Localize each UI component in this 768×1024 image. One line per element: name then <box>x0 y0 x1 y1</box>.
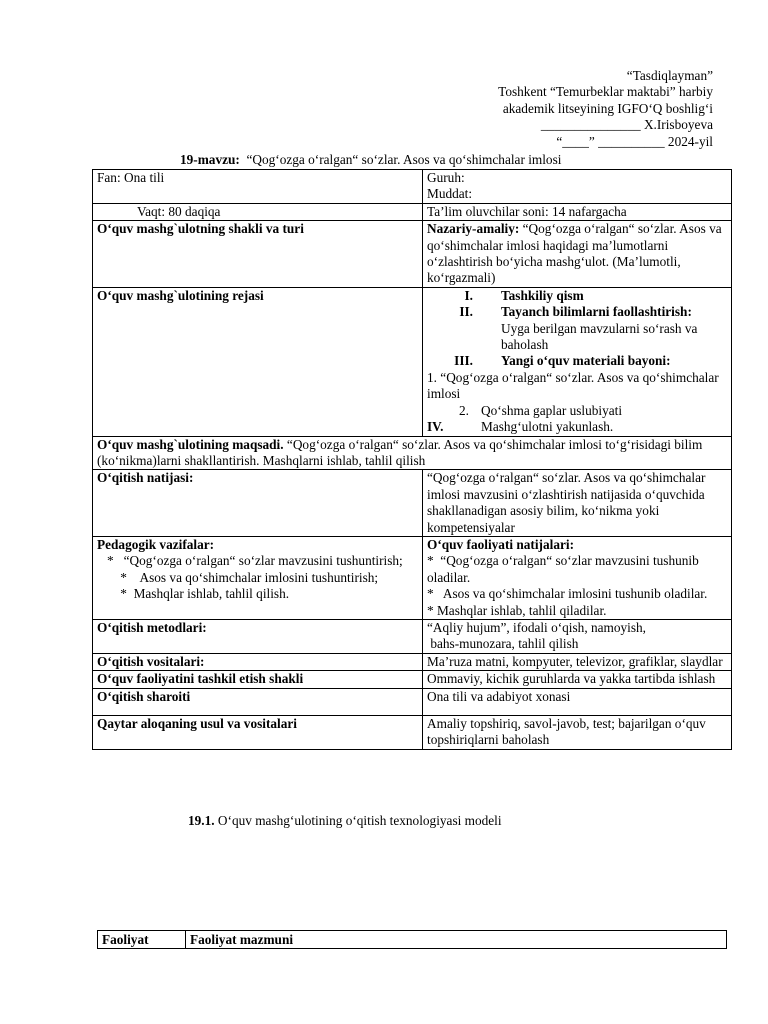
plan-item <box>427 353 727 369</box>
organization-label: O‘quv faoliyatini tashkil etish shakli <box>97 671 304 687</box>
task-item: * Mashqlar ishlab, tahlil qilish. <box>97 586 290 602</box>
methods-label: O‘qitish metodlari: <box>97 619 207 635</box>
table-row <box>93 688 732 715</box>
plan-subitem-2 <box>427 403 727 419</box>
goal-label: O‘quv mashg`ulotining maqsadi. <box>97 436 284 452</box>
tasks-cell <box>93 536 423 619</box>
result-label: O‘qitish natijasi: <box>97 470 194 486</box>
plan-item-number: I. <box>464 287 473 303</box>
model-number: 19.1. <box>188 813 215 828</box>
table-row <box>93 203 732 220</box>
plan-subitem-text: Uyga berilgan mavzularni so‘rash va baholash <box>501 320 698 353</box>
task-item: * “Qog‘ozga o‘ralgan“ so‘zlar mavzusini tushuntirish; <box>97 553 403 569</box>
goal-text: “Qog‘ozga o‘ralgan“ so‘zlar. Asos va qo‘shimchalar imlosi to‘g‘risidagi bilim (ko‘nikma)larni shakllantirish. Mashqlarni ishlab, tahlil qilish <box>97 436 703 468</box>
time-text: Vaqt: 80 daqiqa <box>137 203 221 219</box>
plan-subitem <box>427 321 727 354</box>
lesson-plan-table <box>92 169 732 750</box>
duration-text: Muddat: <box>427 186 473 202</box>
conditions-value-cell <box>423 688 732 715</box>
form-label-cell <box>93 221 423 288</box>
conditions-label-cell <box>93 688 423 715</box>
table-row <box>93 671 732 688</box>
outcome-item: * Mashqlar ishlab, tahlil qiladilar. <box>427 602 607 618</box>
table-row <box>93 287 732 436</box>
form-label: O‘quv mashg`ulotning shakli va turi <box>97 221 304 237</box>
tools-label: O‘qitish vositalari: <box>97 653 205 669</box>
plan-item-text: Mashg‘ulotni yakunlash. <box>481 419 614 435</box>
plan-label-cell <box>93 287 423 436</box>
plan-item <box>427 419 727 435</box>
plan-item <box>427 304 727 320</box>
organization-text: Ommaviy, kichik guruhlarda va yakka tartibda ishlash <box>427 671 716 687</box>
plan-value-cell <box>423 287 732 436</box>
table-header-row <box>98 931 727 949</box>
methods-line: bahs-munozara, tahlil qilish <box>427 636 579 652</box>
subject-text: Fan: Ona tili <box>97 170 165 185</box>
conditions-text: Ona tili va adabiyot xonasi <box>427 688 571 704</box>
students-text: Ta’lim oluvchilar soni: 14 nafargacha <box>427 203 627 219</box>
table-row <box>93 653 732 670</box>
organization-label-cell <box>93 671 423 688</box>
topic-heading <box>180 152 561 168</box>
time-cell <box>93 203 423 220</box>
form-value-cell <box>423 221 732 288</box>
form-type: Nazariy-amaliy: <box>427 221 520 237</box>
plan-subitem-1: 1. “Qog‘ozga o‘ralgan“ so‘zlar. Asos va qo‘shimchalar imlosi <box>427 369 719 402</box>
activity-header: Faoliyat <box>98 931 186 949</box>
topic-text: “Qog‘ozga o‘ralgan“ so‘zlar. Asos va qo‘shimchalar imlosi <box>246 152 562 167</box>
plan-item-text: Tashkiliy qism <box>501 287 584 303</box>
plan-subitem-text: Qo‘shma gaplar uslubiyati <box>480 402 623 418</box>
approval-block <box>498 68 713 150</box>
goal-cell <box>93 436 732 470</box>
plan-item-number: IV. <box>427 419 444 435</box>
approval-school: Toshkent “Temurbeklar maktabi” harbiy <box>498 84 713 100</box>
result-value-cell <box>423 470 732 537</box>
table-row <box>93 436 732 470</box>
students-cell <box>423 203 732 220</box>
tools-text: Ma’ruza matni, kompyuter, televizor, grafiklar, slaydlar <box>427 653 723 669</box>
activity-content-header: Faoliyat mazmuni <box>186 931 727 949</box>
approval-date: “____” __________ 2024-yil <box>556 133 713 149</box>
methods-label-cell <box>93 619 423 653</box>
methods-line: “Aqliy hujum”, ifodali o‘qish, namoyish, <box>427 619 647 635</box>
plan-item <box>427 288 727 304</box>
tools-label-cell <box>93 653 423 670</box>
plan-subitem-number: 2. <box>459 402 469 418</box>
topic-label: 19-mavzu: <box>180 152 240 167</box>
table-row <box>93 716 732 750</box>
outcomes-cell <box>423 536 732 619</box>
outcomes-label: O‘quv faoliyati natijalari: <box>427 536 574 552</box>
table-row <box>93 221 732 288</box>
feedback-label: Qaytar aloqaning usul va vositalari <box>97 716 297 731</box>
outcome-item: * “Qog‘ozga o‘ralgan“ so‘zlar mavzusini tushunib oladilar. <box>427 553 703 585</box>
organization-value-cell <box>423 671 732 688</box>
plan-label: O‘quv mashg`ulotining rejasi <box>97 287 264 303</box>
table-row <box>93 536 732 619</box>
group-cell <box>423 170 732 204</box>
approval-title: “Tasdiqlayman” <box>626 68 713 83</box>
form-description: “Qog‘ozga o‘ralgan“ so‘zlar. Asos va qo‘shimchalar imlosi haqidagi ma’lumotlarni o‘zlashtirish bo‘yicha mashg‘ulot. (Ma’lumotli, ko‘rgazmali) <box>427 221 722 286</box>
subject-cell <box>93 170 423 204</box>
table-row <box>93 470 732 537</box>
table-row <box>93 170 732 204</box>
result-label-cell <box>93 470 423 537</box>
table-row <box>93 619 732 653</box>
outcome-item: * Asos va qo‘shimchalar imlosini tushunib oladilar. <box>427 586 708 602</box>
approval-position: akademik litseyining IGFO‘Q boshlig‘i <box>502 100 713 116</box>
tasks-label: Pedagogik vazifalar: <box>97 536 215 552</box>
feedback-text: Amaliy topshiriq, savol-javob, test; bajarilgan o‘quv topshiriqlarni baholash <box>427 716 706 748</box>
activity-table <box>97 930 727 949</box>
plan-item-text: Yangi o‘quv materiali bayoni: <box>501 353 671 369</box>
plan-item-number: III. <box>454 353 473 369</box>
methods-value-cell <box>423 619 732 653</box>
model-text: O‘quv mashg‘ulotining o‘qitish texnologiyasi modeli <box>214 813 502 828</box>
plan-item-number: II. <box>459 304 473 320</box>
tools-value-cell <box>423 653 732 670</box>
group-text: Guruh: <box>427 170 465 185</box>
result-text: “Qog‘ozga o‘ralgan“ so‘zlar. Asos va qo‘shimchalar imlosi mavzusini o‘zlashtirish natijasida o‘quvchida shakllanadigan asosiy bilim, ko‘nikma yoki kompetensiyalar <box>427 470 706 535</box>
plan-item-text: Tayanch bilimlarni faollashtirish: <box>501 304 692 320</box>
approval-signature: _______________ X.Irisboyeva <box>540 117 713 133</box>
feedback-value-cell <box>423 716 732 750</box>
model-heading <box>188 813 502 829</box>
conditions-label: O‘qitish sharoiti <box>97 688 191 704</box>
feedback-label-cell <box>93 716 423 750</box>
task-item: * Asos va qo‘shimchalar imlosini tushuntirish; <box>97 569 379 585</box>
